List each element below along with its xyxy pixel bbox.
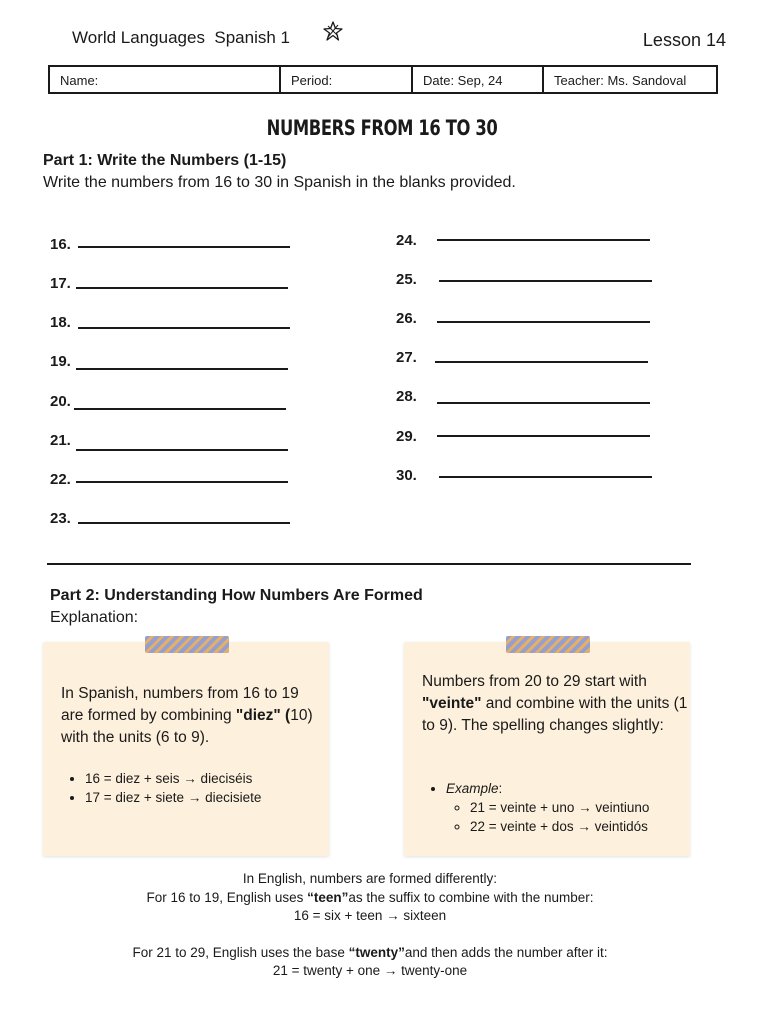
item-number: 24. [396,232,417,249]
answer-row [396,349,417,367]
item-number: 26. [396,310,417,327]
answer-row [50,236,71,254]
answer-row [396,388,417,406]
english-note-line: For 21 to 29, English uses the base “twenty”and then adds the number after it: [132,944,608,960]
item-number: 28. [396,388,417,405]
answer-row [50,471,71,489]
part2-heading: Part 2: Understanding How Numbers Are Formed [50,587,423,604]
course-title: World Languages Spanish 1 [72,28,291,47]
answer-row [396,310,417,328]
date-field: Date: Sep, 24 [413,67,544,92]
answer-blank[interactable] [437,239,650,241]
english-note-line: For 16 to 19, English uses “teen”as the suffix to combine with the number: [146,889,594,905]
explanation-label: Explanation: [50,609,139,626]
answer-row [50,510,71,528]
list-item: ◦ 21 = veinte + uno → veintiuno [470,798,690,817]
card2-examples [422,779,690,836]
student-info-table [48,65,718,94]
english-note-line: 21 = twenty + one → twenty-one [272,963,468,978]
explanation-card-spanish-teens [43,642,329,856]
period-field[interactable]: Period: [281,67,413,92]
english-note-line: In English, numbers are formed differently: [242,871,498,886]
tape-decoration [145,636,229,653]
english-note-line: 16 = six + teen → sixteen [293,908,447,923]
item-number: 21. [50,432,71,449]
answer-blank[interactable] [78,522,290,524]
item-number: 27. [396,349,417,366]
item-number: 17. [50,275,71,292]
answer-blank[interactable] [76,481,288,483]
answer-blank[interactable] [437,402,650,404]
item-number: 19. [50,353,71,370]
card1-examples [61,769,321,807]
answer-row [50,393,71,411]
item-number: 20. [50,393,71,410]
answer-blank[interactable] [78,246,290,248]
item-number: 29. [396,428,417,445]
list-item: • 17 = diez + siete → diecisiete [85,788,321,807]
item-number: 23. [50,510,71,527]
card1-text: In Spanish, numbers from 16 to 19 are formed by combining "diez" (10) with the units (6 to 9). [61,685,313,746]
english-note [0,870,740,981]
answer-row [50,275,71,293]
star-doodle-icon [322,20,344,42]
answer-row [50,353,71,371]
list-item: ◦ 22 = veinte + dos → veintidós [470,817,690,836]
item-number: 16. [50,236,71,253]
item-number: 30. [396,467,417,484]
card2-text: Numbers from 20 to 29 start with "veinte" and combine with the units (1 to 9). The spelling changes slightly: [422,673,688,734]
answer-blank[interactable] [437,435,650,437]
answer-blank[interactable] [74,408,286,410]
part1-instruction: Write the numbers from 16 to 30 in Spanish in the blanks provided. [43,174,516,191]
answer-row [50,314,71,332]
answer-row [396,232,417,250]
answer-blank[interactable] [439,280,652,282]
list-item: • 16 = diez + seis → dieciséis [85,769,321,788]
answer-blank[interactable] [76,449,288,451]
section-divider [47,563,691,565]
answer-blank[interactable] [76,368,288,370]
answer-row [396,428,417,446]
list-item: • Example: ◦ 21 = veinte + uno → veintiuno ◦ 22 = veinte + dos → veintidós [446,779,690,836]
item-number: 18. [50,314,71,331]
teacher-field: Teacher: Ms. Sandoval [554,73,687,88]
answer-blank[interactable] [439,476,652,478]
worksheet-title: NUMBERS FROM 16 TO 30 [266,116,498,140]
answer-blank[interactable] [435,361,648,363]
name-field[interactable]: Name: [50,67,281,92]
item-number: 25. [396,271,417,288]
item-number: 22. [50,471,71,488]
lesson-label: Lesson 14 [642,30,726,50]
answer-row [396,271,417,289]
tape-decoration [506,636,590,653]
answer-blank[interactable] [437,321,650,323]
answer-blank[interactable] [76,287,288,289]
part1-heading: Part 1: Write the Numbers (1-15) [43,152,287,169]
answer-row [50,432,71,450]
answer-row [396,467,417,485]
answer-blank[interactable] [78,327,290,329]
